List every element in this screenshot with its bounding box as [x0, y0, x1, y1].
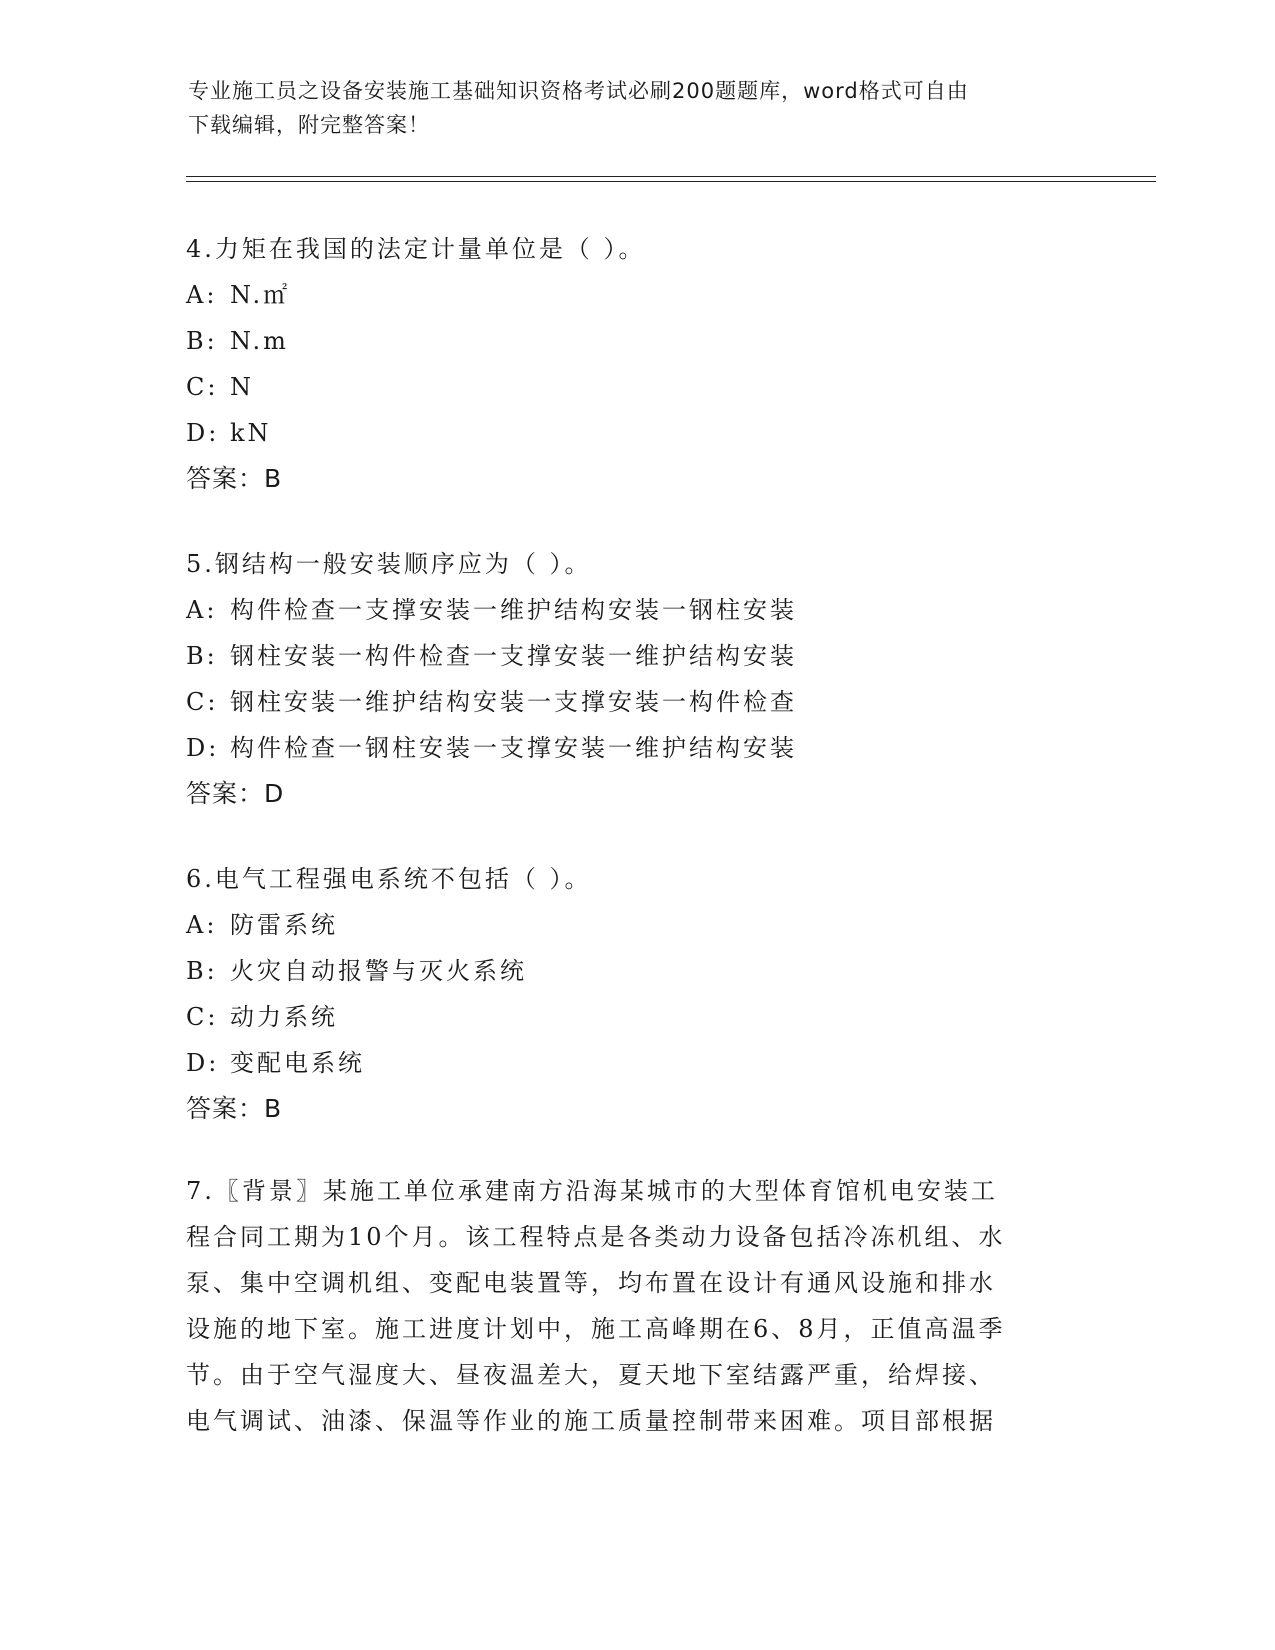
- option-b: [186, 633, 1086, 679]
- option-d: [186, 410, 1086, 456]
- option-letter: D:: [186, 734, 220, 762]
- question-stem: 6.电气工程强电系统不包括（ ）。: [186, 865, 592, 893]
- question-stem-line: 7.〖背景〗某施工单位承建南方沿海某城市的大型体育馆机电安装工: [186, 1177, 998, 1205]
- question-5: [186, 541, 1086, 817]
- option-letter: B:: [186, 957, 218, 985]
- option-a: [186, 902, 1086, 948]
- option-letter: A:: [186, 911, 218, 939]
- answer: 答案：B: [186, 1094, 283, 1123]
- question-stem-line: 设施的地下室。施工进度计划中，施工高峰期在6、8月，正值高温季: [186, 1315, 1006, 1343]
- option-letter: A:: [186, 596, 218, 624]
- option-letter: C:: [186, 688, 219, 716]
- question-stem-line: 程合同工期为10个月。该工程特点是各类动力设备包括冷冻机组、水: [186, 1223, 1006, 1251]
- question-stem-line: 泵、集中空调机组、变配电装置等，均布置在设计有通风设施和排水: [186, 1269, 996, 1297]
- question-stem: 4.力矩在我国的法定计量单位是（ ）。: [186, 235, 646, 263]
- answer: 答案：D: [186, 779, 285, 808]
- option-text: N.㎡: [230, 281, 291, 309]
- option-text: kN: [230, 419, 272, 447]
- option-a: [186, 272, 1086, 318]
- option-letter: A:: [186, 281, 218, 309]
- question-6: [186, 856, 1086, 1132]
- option-text: N.m: [230, 327, 289, 355]
- option-letter: B:: [186, 327, 218, 355]
- option-text: 构件检查一支撑安装一维护结构安装一钢柱安装: [230, 596, 797, 624]
- question-stem-line: 电气调试、油漆、保温等作业的施工质量控制带来困难。项目部根据: [186, 1407, 996, 1435]
- question-7: [186, 1168, 1086, 1444]
- header-divider-bottom: [186, 181, 1156, 182]
- option-text: 变配电系统: [230, 1049, 365, 1077]
- option-letter: D:: [186, 419, 220, 447]
- option-b: [186, 318, 1086, 364]
- option-c: [186, 364, 1086, 410]
- option-c: [186, 679, 1086, 725]
- option-text: N: [230, 373, 254, 401]
- option-letter: D:: [186, 1049, 220, 1077]
- option-text: 动力系统: [230, 1003, 338, 1031]
- header-line-1: 专业施工员之设备安装施工基础知识资格考试必刷200题题库，word格式可自由: [188, 79, 969, 103]
- option-d: [186, 1040, 1086, 1086]
- option-letter: C:: [186, 1003, 219, 1031]
- option-text: 钢柱安装一维护结构安装一支撑安装一构件检查: [230, 688, 797, 716]
- option-text: 钢柱安装一构件检查一支撑安装一维护结构安装: [230, 642, 797, 670]
- header-line-2: 下载编辑，附完整答案！: [188, 113, 430, 137]
- question-stem-line: 节。由于空气湿度大、昼夜温差大，夏天地下室结露严重，给焊接、: [186, 1361, 996, 1389]
- option-text: 构件检查一钢柱安装一支撑安装一维护结构安装: [230, 734, 797, 762]
- option-text: 防雷系统: [230, 911, 338, 939]
- option-letter: B:: [186, 642, 218, 670]
- option-d: [186, 725, 1086, 771]
- option-a: [186, 587, 1086, 633]
- option-c: [186, 994, 1086, 1040]
- question-stem: 5.钢结构一般安装顺序应为（ ）。: [186, 550, 592, 578]
- question-4: [186, 226, 1086, 502]
- document-header: [188, 74, 1088, 142]
- answer: 答案：B: [186, 464, 283, 493]
- header-divider-top: [186, 176, 1156, 177]
- option-letter: C:: [186, 373, 219, 401]
- option-b: [186, 948, 1086, 994]
- option-text: 火灾自动报警与灭火系统: [230, 957, 527, 985]
